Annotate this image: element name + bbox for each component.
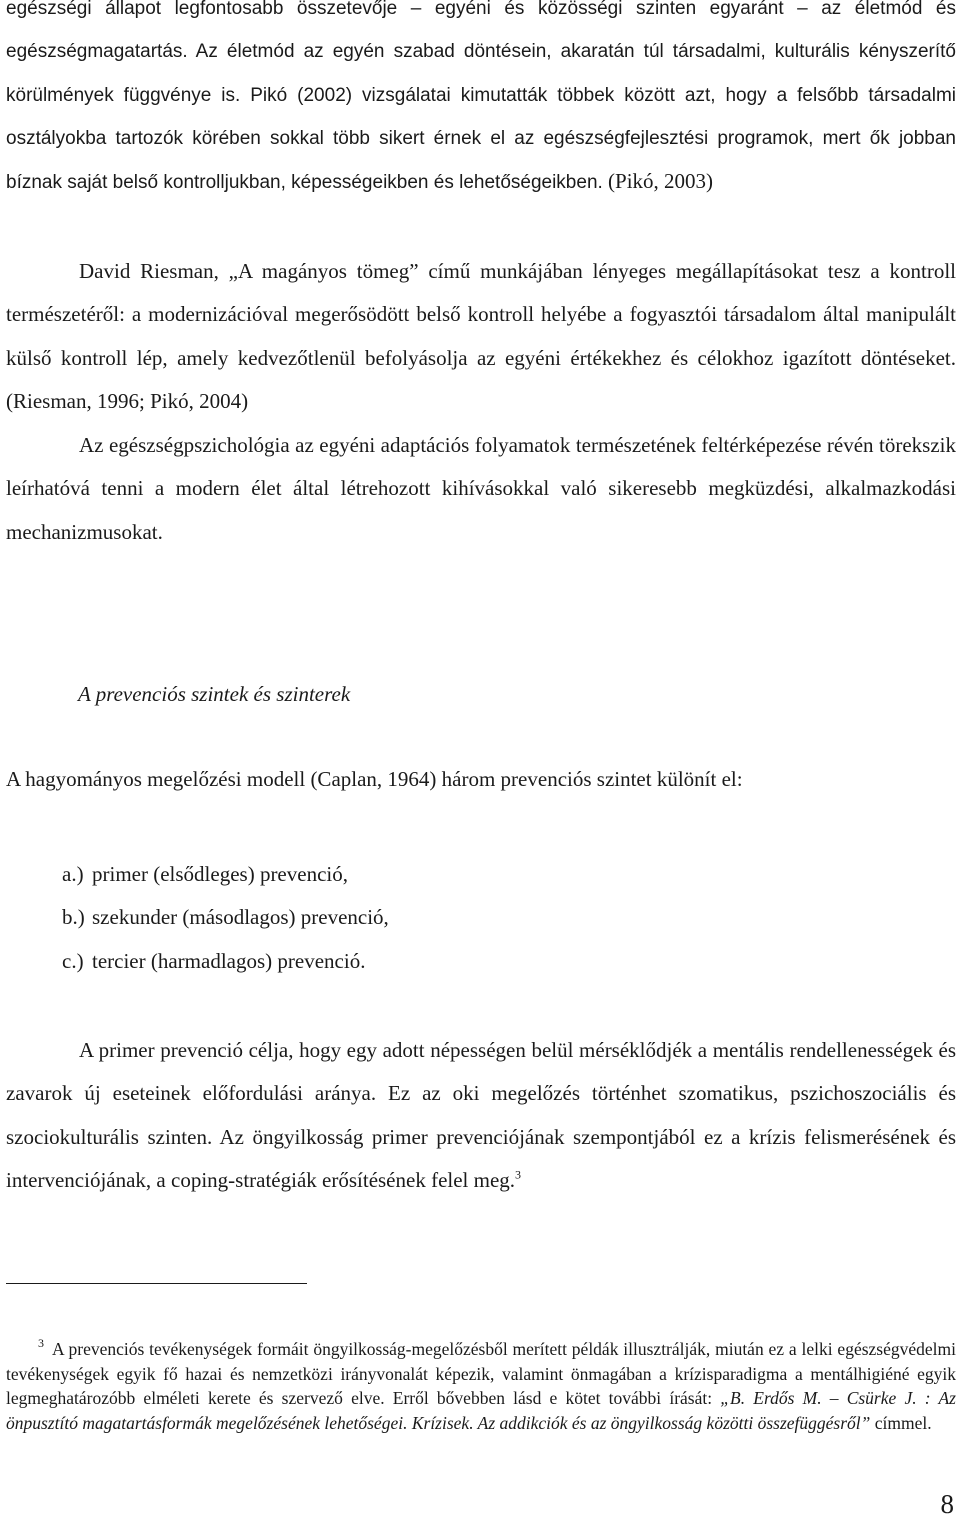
list-item	[62, 853, 389, 896]
list-item-label: tercier (harmadlagos) prevenció.	[92, 948, 366, 973]
page-number: 8	[940, 1489, 954, 1519]
paragraph-lifestyle	[6, 0, 956, 204]
paragraph-primary-prevention	[6, 1029, 956, 1202]
prevention-levels-list	[62, 853, 389, 983]
list-item	[62, 940, 389, 983]
paragraph-primary-prevention-text: A primer prevenció célja, hogy egy adott népességen belül mérséklődjék a mentális rendellenességek és zavarok új eseteinek előfordulási aránya. Ez az oki megelőzés történhet szomatikus, pszichoszociális és szociokulturális szinten. Az öngyilkosság primer prevenciójának szempontjából ez a krízis felismerésének és intervenciójának, a coping-stratégiák erősítésének felel meg.	[6, 1038, 956, 1192]
paragraph-lifestyle-citation: (Pikó, 2003)	[602, 169, 714, 194]
list-item	[62, 896, 389, 939]
footnote-suffix: címmel.	[870, 1412, 932, 1433]
paragraph-lifestyle-text: egészségi állapot legfontosabb összetevője – egyéni és közösségi szinten egyaránt – az életmód és egészségmagatartás. Az életmód az egyén szabad döntésein, akaratán túl társadalmi, kulturális kényszerítő körülmények függvénye is. Pikó (2002) vizsgálatai kimutatták többek között azt, hogy a felsőbb társadalmi osztályokba tartozók körében sokkal több sikert érnek el az egészségfejlesztési programok, mert ők jobban bíznak saját belső kontrolljukban, képességeikben és lehetőségeikben.	[6, 0, 956, 194]
caplan-sentence: A hagyományos megelőzési modell (Caplan, 1964) három prevenciós szintet különít el:	[6, 767, 743, 791]
paragraph-health-psychology: Az egészségpszichológia az egyéni adaptációs folyamatok természetének feltérképezése révén törekszik leírhatóvá tenni a modern élet által létrehozott kihívásokkal való sikeresebb megküzdési, alkalmazkodási mechanizmusokat.	[6, 433, 956, 544]
footnote-italic-reference: „B. Erdős M. – Csürke J. : Az önpusztító magatartásformák megelőzésének lehetőségei. Krízisek. Az addikciók és az öngyilkosság közötti összefüggésről”	[6, 1388, 956, 1433]
footnote-reference: 3	[515, 1167, 522, 1182]
footnote-marker: 3	[38, 1335, 44, 1350]
list-marker: b.)	[62, 905, 85, 930]
list-item-label: primer (elsődleges) prevenció,	[92, 862, 348, 886]
footnote	[6, 1337, 956, 1435]
section-heading: A prevenciós szintek és szinterek	[78, 682, 351, 706]
paragraph-riesman: David Riesman, „A magányos tömeg” című munkájában lényeges megállapításokat tesz a kontroll természetéről: a modernizációval megerősödött belső kontroll helyébe a fogyasztói társadalom által manipulált külső kontroll lép, amely kedvezőtlenül befolyásolja az egyéni értékekhez és célokhoz igazított döntéseket. (Riesman, 1996; Pikó, 2004)	[6, 259, 956, 413]
list-marker: c.)	[62, 948, 84, 973]
footnote-text: A prevenciós tevékenységek formáit öngyilkosság-megelőzésből merített példák illusztrálják, miután ez a lelki egészségvédelmi tevékenységek egyik fő hazai és nemzetközi irányvonalát képezik, valamint önmagában a krízisparadigma a mentálhigiéné egyik legmeghatározóbb elméleti kerete és szervező elve. Erről bővebben lásd e kötet további írását:	[6, 1339, 956, 1408]
list-marker: a.)	[62, 862, 84, 886]
list-item-label: szekunder (másodlagos) prevenció,	[92, 905, 389, 930]
footnote-divider	[6, 1283, 307, 1284]
